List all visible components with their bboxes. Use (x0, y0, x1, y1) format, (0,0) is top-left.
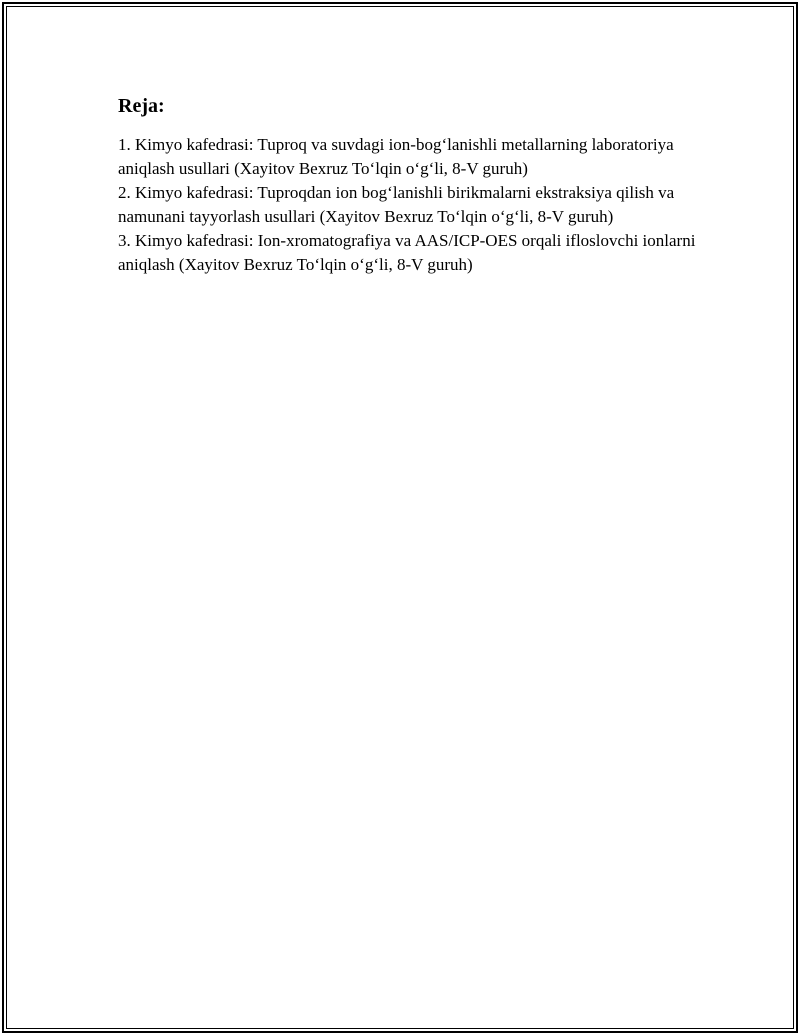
plan-item-1: 1. Kimyo kafedrasi: Tuproq va suvdagi ion-bog‘lanishli metallarning laboratoriya aniqlash usullari (Xayitov Bexruz To‘lqin o‘g‘li, 8-V guruh) (118, 135, 674, 178)
plan-list (118, 133, 698, 277)
plan-item-2: 2. Kimyo kafedrasi: Tuproqdan ion bog‘lanishli birikmalarni ekstraksiya qilish va namunani tayyorlash usullari (Xayitov Bexruz To‘lqin o‘g‘li, 8-V guruh) (118, 183, 675, 226)
document-body (118, 93, 698, 277)
plan-item-3: 3. Kimyo kafedrasi: Ion-xromatografiya va AAS/ICP-OES orqali ifloslovchi ionlarni aniqlash (Xayitov Bexruz To‘lqin o‘g‘li, 8-V guruh) (118, 231, 696, 274)
plan-heading: Reja: (118, 95, 165, 117)
